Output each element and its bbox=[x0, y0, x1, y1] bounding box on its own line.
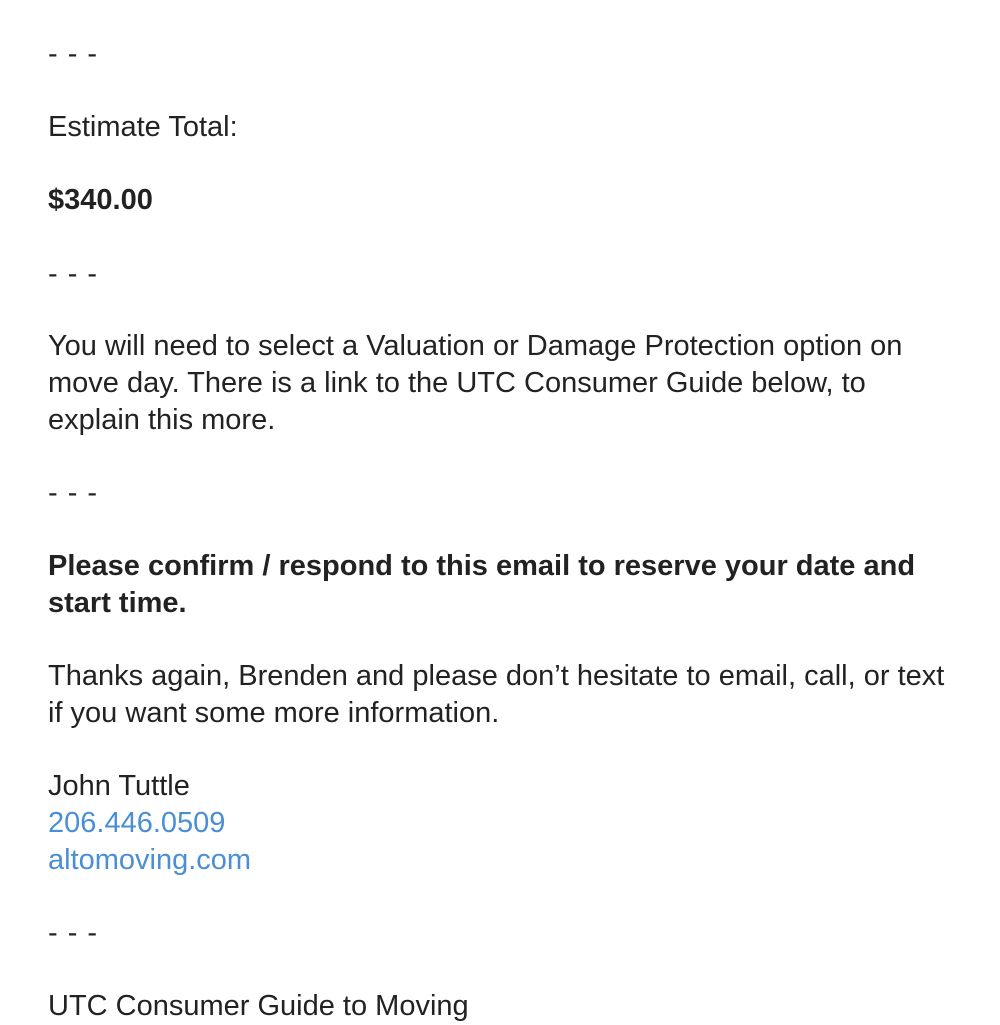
signature-block bbox=[48, 768, 953, 879]
confirm-request: Please confirm / respond to this email to reserve your date and start time. bbox=[48, 550, 916, 619]
thanks-message: Thanks again, Brenden and please don’t hesitate to email, call, or text if you want some more information. bbox=[48, 660, 945, 729]
section-divider: - - - bbox=[48, 38, 99, 70]
signature-name: John Tuttle bbox=[48, 770, 190, 802]
utc-guide-heading[interactable]: UTC Consumer Guide to Moving bbox=[48, 990, 469, 1022]
valuation-note: You will need to select a Valuation or Damage Protection option on move day. There is a link to the UTC Consumer Guide below, to explain this more. bbox=[48, 330, 903, 436]
section-divider: - - - bbox=[48, 258, 99, 290]
section-divider: - - - bbox=[48, 477, 99, 509]
estimate-total-label: Estimate Total: bbox=[48, 111, 238, 143]
section-divider: - - - bbox=[48, 917, 99, 949]
estimate-total-amount: $340.00 bbox=[48, 184, 153, 216]
signature-phone-link[interactable]: 206.446.0509 bbox=[48, 807, 226, 839]
signature-website-link[interactable]: altomoving.com bbox=[48, 844, 252, 876]
